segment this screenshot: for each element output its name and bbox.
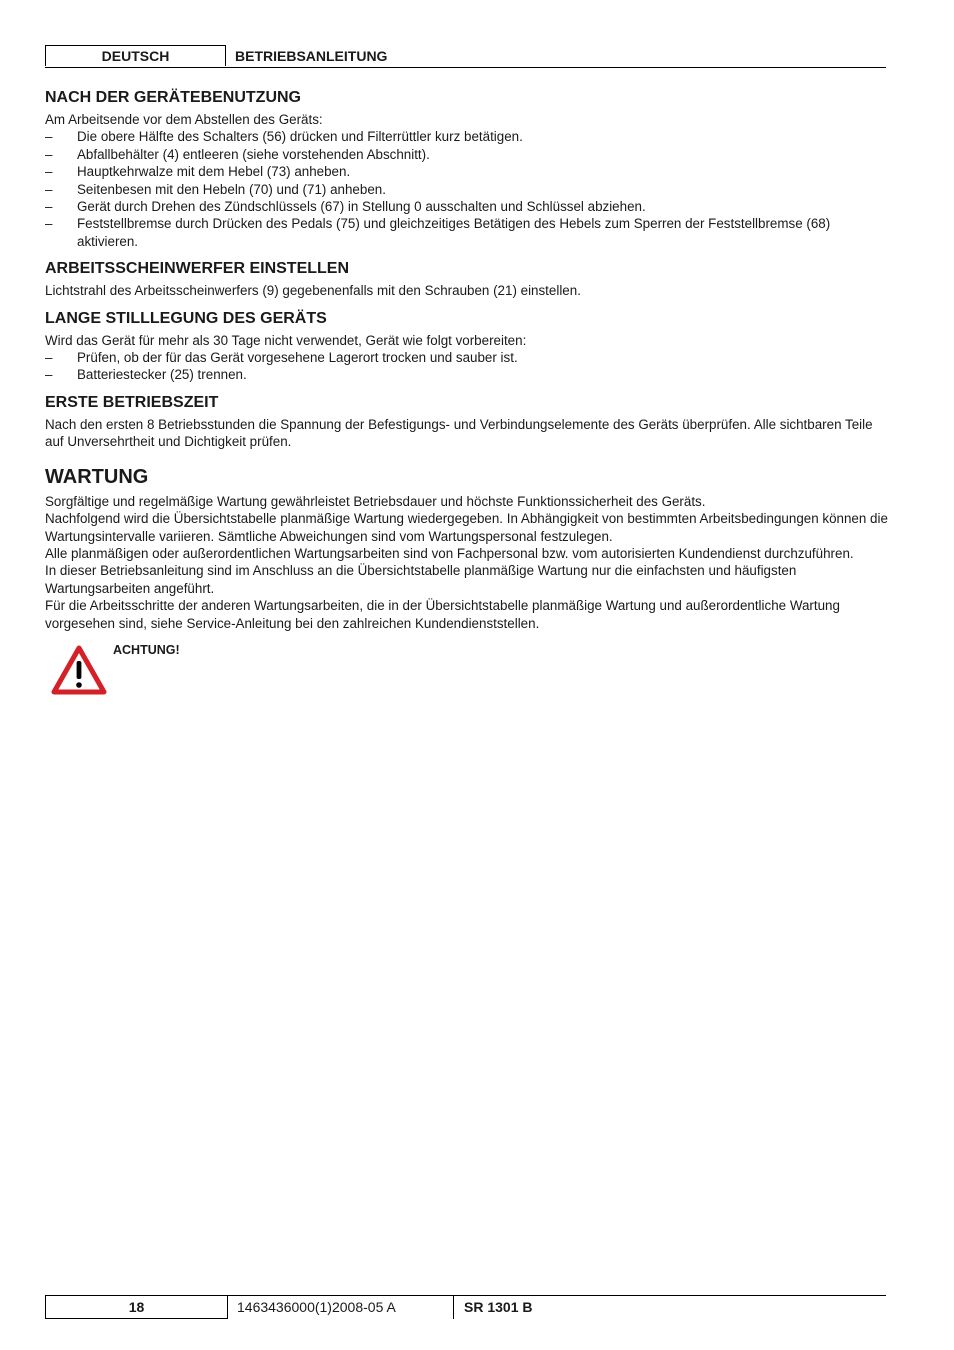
section-maintenance [45, 465, 890, 701]
list-item: – Batteriestecker (25) trennen. [45, 367, 247, 383]
dash-marker: – [45, 350, 53, 366]
paragraph: Sorgfältige und regelmäßige Wartung gewährleistet Betriebsdauer und höchste Funktionssicherheit des Geräts. [45, 493, 706, 509]
page-content [45, 88, 890, 710]
section-intro: Am Arbeitsende vor dem Abstellen des Geräts: [45, 112, 323, 127]
paragraph: Alle planmäßigen oder außerordentlichen Wartungsarbeiten sind von Fachpersonal bzw. vom autorisierten Kundendienst durchzuführen. [45, 545, 854, 561]
warning-notice [45, 641, 890, 701]
dash-marker: – [45, 367, 53, 383]
footer-doc-code: 1463436000(1)2008-05 A [228, 1296, 454, 1319]
section-headlight [45, 259, 890, 299]
footer-model: SR 1301 B [464, 1299, 533, 1315]
section-storage [45, 309, 890, 384]
section-heading: ERSTE BETRIEBSZEIT [45, 393, 219, 411]
dash-marker: – [45, 216, 53, 232]
list-item: – Hauptkehrwalze mit dem Hebel (73) anheben. [45, 164, 351, 180]
section-text: Nach den ersten 8 Betriebsstunden die Spannung der Befestigungs- und Verbindungselemente des Geräts überprüfen. Alle sichtbaren Teile auf Unversehrtheit und Dichtigkeit prüfen. [45, 416, 873, 450]
warning-triangle-icon [51, 645, 107, 695]
warning-label: ACHTUNG! [113, 642, 180, 657]
section-main-heading: WARTUNG [45, 465, 149, 488]
dash-marker: – [45, 129, 53, 145]
list-item: – Gerät durch Drehen des Zündschlüssels (67) in Stellung 0 ausschalten und Schlüssel abziehen. [45, 199, 646, 215]
header-title: BETRIEBSANLEITUNG [235, 48, 388, 64]
page-footer [45, 1295, 886, 1320]
list-item: – Prüfen, ob der für das Gerät vorgesehene Lagerort trocken und sauber ist. [45, 350, 518, 366]
dash-marker: – [45, 181, 53, 197]
section-after-use [45, 88, 890, 250]
list-item: – Seitenbesen mit den Hebeln (70) und (71) anheben. [45, 181, 386, 197]
dash-marker: – [45, 199, 53, 215]
list-item: – Feststellbremse durch Drücken des Pedals (75) und gleichzeitiges Betätigen des Hebels zum Sperren der Feststellbremse (68) aktivieren. [45, 216, 831, 249]
section-heading: NACH DER GERÄTEBENUTZUNG [45, 89, 301, 106]
section-heading: LANGE STILLLEGUNG DES GERÄTS [45, 309, 327, 327]
footer-page-number: 18 [45, 1296, 228, 1319]
paragraph: In dieser Betriebsanleitung sind im Anschluss an die Übersichtstabelle planmäßige Wartung nur die einfachsten und häufigsten Wartungsarbeiten angeführt. [45, 563, 797, 596]
dash-marker: – [45, 146, 53, 162]
page-header [45, 45, 886, 68]
list-item: – Abfallbehälter (4) entleeren (siehe vorstehenden Abschnitt). [45, 146, 430, 162]
section-intro: Wird das Gerät für mehr als 30 Tage nicht verwendet, Gerät wie folgt vorbereiten: [45, 332, 527, 348]
paragraph: Nachfolgend wird die Übersichtstabelle planmäßige Wartung wiedergegeben. In Abhängigkeit von bestimmten Arbeitsbedingungen können die Wartungsintervalle variieren. Sämtliche Abweichungen sind vom Wartungspersonal festzulegen. [45, 511, 888, 544]
section-heading: ARBEITSSCHEINWERFER EINSTELLEN [45, 260, 350, 278]
list-item: – Die obere Hälfte des Schalters (56) drücken und Filterrüttler kurz betätigen. [45, 129, 523, 145]
section-text: Lichtstrahl des Arbeitsscheinwerfers (9) gegebenenfalls mit den Schrauben (21) einstellen. [45, 283, 581, 299]
paragraph: Für die Arbeitsschritte der anderen Wartungsarbeiten, die in der Übersichtstabelle planmäßige Wartung und außerordentliche Wartung vorgesehen sind, siehe Service-Anleitung bei den zahlreichen Kundendienststellen. [45, 598, 840, 631]
dash-marker: – [45, 164, 53, 180]
section-first-period [45, 393, 890, 451]
header-language: DEUTSCH [45, 45, 226, 66]
